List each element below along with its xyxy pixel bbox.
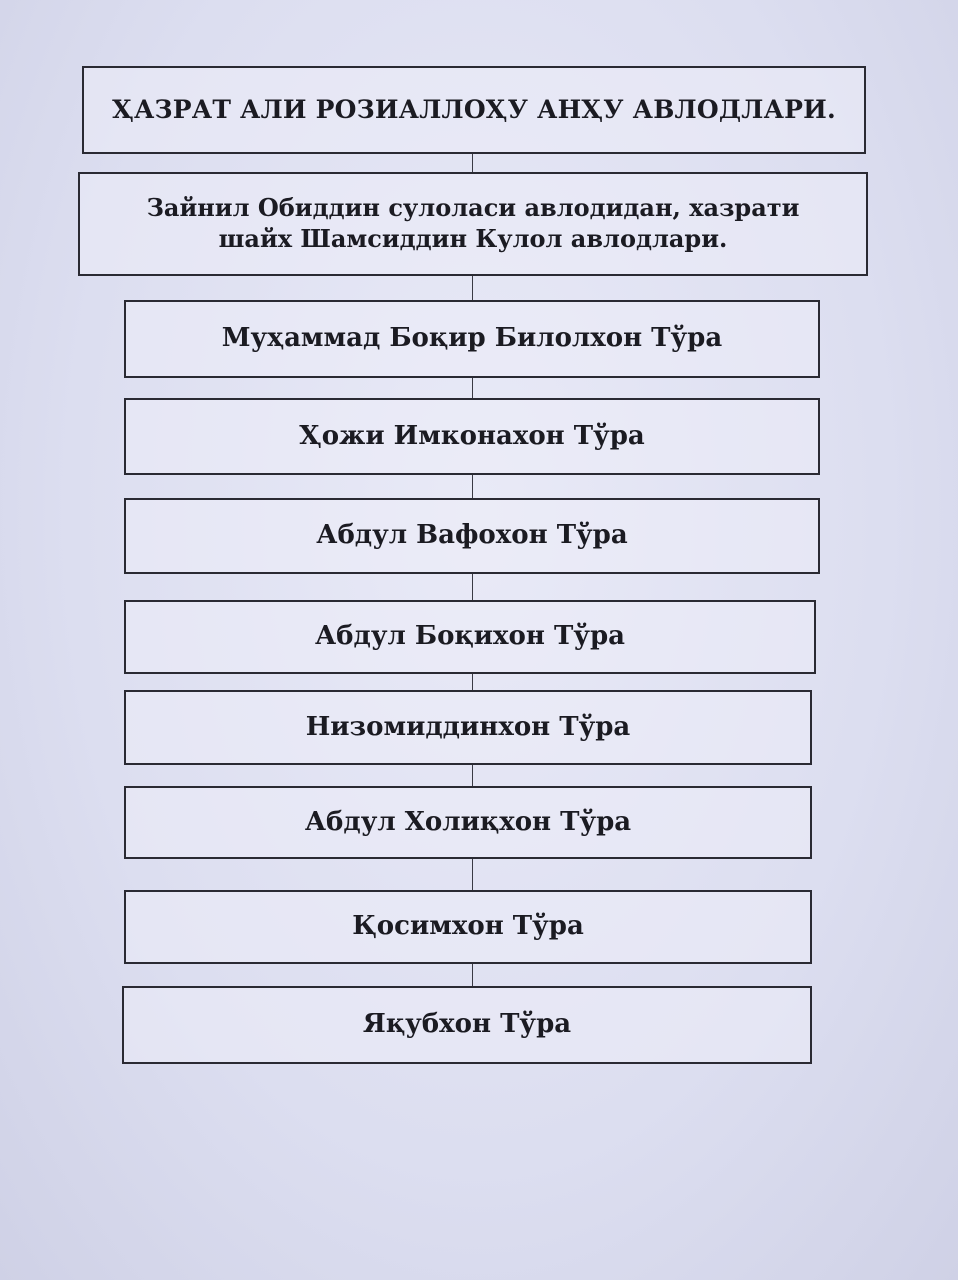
node-root-label: ҲАЗРАТ АЛИ РОЗИАЛЛОҲУ АНҲУ АВЛОДЛАРИ.: [112, 95, 836, 124]
connector-p4-p5: [472, 672, 473, 692]
node-p8-label: Яқубхон Тўра: [362, 1009, 572, 1040]
node-p3-label: Абдул Вафохон Тўра: [316, 520, 628, 551]
node-p3: [124, 498, 820, 574]
node-p7-label: Қосимхон Тўра: [352, 911, 584, 942]
connector-p7-p8: [472, 962, 473, 988]
node-p7: [124, 890, 812, 964]
node-lineage-label: Зайнил Обиддин сулоласи авлодидан, хазрати шайх Шамсиддин Кулол авлодлари.: [146, 193, 800, 253]
connector-p3-p4: [472, 572, 473, 602]
node-p1: [124, 300, 820, 378]
node-p4: [124, 600, 816, 674]
connector-p1-p2: [472, 376, 473, 400]
node-p1-label: Муҳаммад Боқир Билолхон Тўра: [221, 323, 723, 354]
node-p6-label: Абдул Холиқхон Тўра: [304, 806, 632, 837]
node-p4-label: Абдул Боқихон Тўра: [314, 621, 625, 652]
connector-p2-p3: [472, 473, 473, 500]
connector-lineage-p1: [472, 274, 473, 302]
node-p8: [122, 986, 812, 1064]
node-p6: [124, 786, 812, 859]
connector-root-lineage: [472, 152, 473, 174]
node-p2: [124, 398, 820, 475]
node-p2-label: Ҳожи Имконахон Тўра: [299, 420, 645, 451]
node-p5-label: Низомиддинхон Тўра: [305, 711, 631, 742]
node-p5: [124, 690, 812, 765]
connector-p5-p6: [472, 763, 473, 788]
node-lineage: [78, 172, 868, 276]
connector-p6-p7: [472, 857, 473, 892]
node-root: [82, 66, 866, 154]
